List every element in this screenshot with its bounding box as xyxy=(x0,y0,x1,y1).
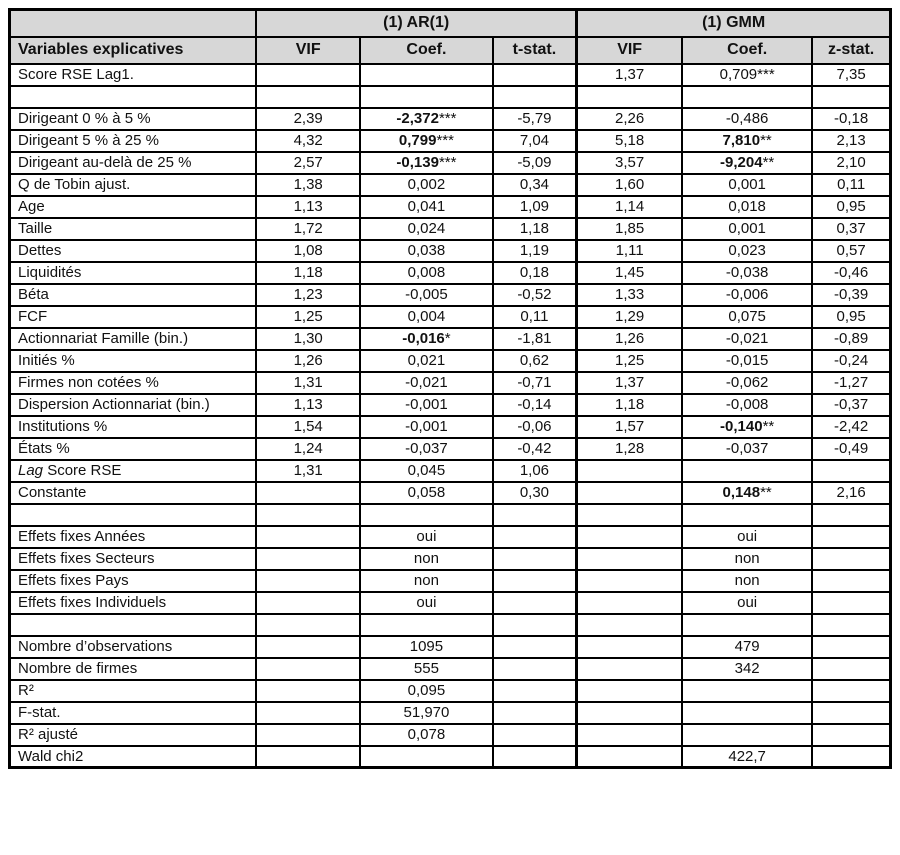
value-cell: -0,14 xyxy=(493,394,577,416)
group-header-gmm: (1) GMM xyxy=(577,10,891,37)
value-cell: -0,062 xyxy=(682,372,812,394)
row-label: Liquidités xyxy=(10,262,257,284)
value-cell: 1,57 xyxy=(577,416,682,438)
value-cell: 2,39 xyxy=(256,108,360,130)
column-header-variables: Variables explicatives xyxy=(10,37,257,64)
row-label: Béta xyxy=(10,284,257,306)
value-cell: 0,058 xyxy=(360,482,492,504)
value-cell xyxy=(812,86,890,108)
value-cell: 2,10 xyxy=(812,152,890,174)
value-cell: -0,001 xyxy=(360,416,492,438)
table-row xyxy=(10,372,891,394)
row-label: F-stat. xyxy=(10,702,257,724)
value-cell: 1,45 xyxy=(577,262,682,284)
value-cell: oui xyxy=(360,592,492,614)
value-cell: -0,71 xyxy=(493,372,577,394)
value-cell: -0,140** xyxy=(682,416,812,438)
value-cell: 1,18 xyxy=(256,262,360,284)
value-cell: 1,13 xyxy=(256,196,360,218)
row-label: Effets fixes Individuels xyxy=(10,592,257,614)
value-cell: 0,023 xyxy=(682,240,812,262)
value-cell: 1,30 xyxy=(256,328,360,350)
row-label: Dirigeant au-delà de 25 % xyxy=(10,152,257,174)
row-label: Lag Score RSE xyxy=(10,460,257,482)
value-cell: -1,81 xyxy=(493,328,577,350)
value-cell xyxy=(812,614,890,636)
value-cell: -2,372*** xyxy=(360,108,492,130)
table-row xyxy=(10,262,891,284)
row-label: Wald chi2 xyxy=(10,746,257,768)
value-cell: 1,25 xyxy=(256,306,360,328)
table-row xyxy=(10,702,891,724)
value-cell xyxy=(812,460,890,482)
value-cell: -0,37 xyxy=(812,394,890,416)
value-cell xyxy=(682,614,812,636)
value-cell: 0,37 xyxy=(812,218,890,240)
value-cell xyxy=(682,86,812,108)
value-cell: 0,799*** xyxy=(360,130,492,152)
value-cell xyxy=(493,86,577,108)
value-cell: 1,13 xyxy=(256,394,360,416)
value-cell: 555 xyxy=(360,658,492,680)
value-cell: 0,008 xyxy=(360,262,492,284)
value-cell xyxy=(812,724,890,746)
table-row xyxy=(10,350,891,372)
value-cell xyxy=(360,504,492,526)
value-cell xyxy=(256,614,360,636)
value-cell: 51,970 xyxy=(360,702,492,724)
value-cell: -0,021 xyxy=(360,372,492,394)
significant-coefficient: -0,016 xyxy=(402,330,445,347)
value-cell xyxy=(360,614,492,636)
value-cell xyxy=(682,460,812,482)
value-cell xyxy=(812,658,890,680)
value-cell: 1095 xyxy=(360,636,492,658)
value-cell xyxy=(812,636,890,658)
value-cell: -0,001 xyxy=(360,394,492,416)
value-cell xyxy=(577,460,682,482)
value-cell: 0,001 xyxy=(682,174,812,196)
value-cell xyxy=(577,482,682,504)
table-row xyxy=(10,658,891,680)
table-row xyxy=(10,174,891,196)
value-cell: 0,11 xyxy=(812,174,890,196)
table-row xyxy=(10,284,891,306)
value-cell: 0,041 xyxy=(360,196,492,218)
value-cell: 0,018 xyxy=(682,196,812,218)
value-cell: -5,79 xyxy=(493,108,577,130)
value-cell: 0,078 xyxy=(360,724,492,746)
value-cell xyxy=(493,64,577,86)
table-row xyxy=(10,570,891,592)
value-cell xyxy=(577,592,682,614)
value-cell xyxy=(256,658,360,680)
table-row xyxy=(10,218,891,240)
table-row xyxy=(10,482,891,504)
table-row xyxy=(10,548,891,570)
row-label: Dirigeant 5 % à 25 % xyxy=(10,130,257,152)
value-cell xyxy=(493,680,577,702)
value-cell: 0,148** xyxy=(682,482,812,504)
value-cell xyxy=(493,658,577,680)
row-label xyxy=(10,86,257,108)
value-cell: -0,89 xyxy=(812,328,890,350)
value-cell: 1,26 xyxy=(256,350,360,372)
value-cell xyxy=(256,680,360,702)
table-row xyxy=(10,152,891,174)
value-cell xyxy=(577,614,682,636)
table-body xyxy=(10,64,891,768)
row-label: Actionnariat Famille (bin.) xyxy=(10,328,257,350)
value-cell xyxy=(256,504,360,526)
value-cell: 1,25 xyxy=(577,350,682,372)
value-cell: -0,46 xyxy=(812,262,890,284)
row-label: Effets fixes Années xyxy=(10,526,257,548)
column-header-tstat: t-stat. xyxy=(493,37,577,64)
value-cell: 1,23 xyxy=(256,284,360,306)
table-row xyxy=(10,460,891,482)
value-cell: oui xyxy=(682,592,812,614)
column-header-zstat: z-stat. xyxy=(812,37,890,64)
value-cell: oui xyxy=(360,526,492,548)
value-cell: 0,30 xyxy=(493,482,577,504)
value-cell xyxy=(682,702,812,724)
row-label: Age xyxy=(10,196,257,218)
value-cell: 1,72 xyxy=(256,218,360,240)
value-cell xyxy=(812,526,890,548)
row-label: Initiés % xyxy=(10,350,257,372)
value-cell xyxy=(577,680,682,702)
row-label: États % xyxy=(10,438,257,460)
value-cell: 1,37 xyxy=(577,64,682,86)
value-cell: -0,021 xyxy=(682,328,812,350)
value-cell xyxy=(682,680,812,702)
value-cell: 0,038 xyxy=(360,240,492,262)
row-label: Dirigeant 0 % à 5 % xyxy=(10,108,257,130)
value-cell xyxy=(812,592,890,614)
row-label: Constante xyxy=(10,482,257,504)
value-cell xyxy=(493,548,577,570)
row-label: Nombre de firmes xyxy=(10,658,257,680)
row-label: Nombre d’observations xyxy=(10,636,257,658)
table-row xyxy=(10,240,891,262)
value-cell: 2,13 xyxy=(812,130,890,152)
value-cell xyxy=(493,592,577,614)
value-cell xyxy=(577,658,682,680)
value-cell xyxy=(360,746,492,768)
table-row xyxy=(10,108,891,130)
value-cell: -0,39 xyxy=(812,284,890,306)
value-cell xyxy=(256,724,360,746)
value-cell: 1,24 xyxy=(256,438,360,460)
table-row xyxy=(10,328,891,350)
value-cell: 7,810** xyxy=(682,130,812,152)
value-cell: 422,7 xyxy=(682,746,812,768)
significant-coefficient: -9,204 xyxy=(720,154,763,171)
value-cell: 0,004 xyxy=(360,306,492,328)
value-cell: 0,021 xyxy=(360,350,492,372)
value-cell: 0,002 xyxy=(360,174,492,196)
value-cell xyxy=(256,592,360,614)
value-cell xyxy=(256,482,360,504)
value-cell: 2,26 xyxy=(577,108,682,130)
value-cell: 7,35 xyxy=(812,64,890,86)
value-cell: -0,24 xyxy=(812,350,890,372)
value-cell xyxy=(493,702,577,724)
value-cell: 0,045 xyxy=(360,460,492,482)
value-cell: 0,95 xyxy=(812,306,890,328)
regression-table xyxy=(8,8,892,769)
value-cell xyxy=(493,724,577,746)
value-cell: 479 xyxy=(682,636,812,658)
value-cell: -0,139*** xyxy=(360,152,492,174)
table-row xyxy=(10,196,891,218)
row-label xyxy=(10,504,257,526)
value-cell: 1,18 xyxy=(577,394,682,416)
value-cell xyxy=(577,86,682,108)
value-cell xyxy=(256,702,360,724)
row-label: Dispersion Actionnariat (bin.) xyxy=(10,394,257,416)
value-cell xyxy=(493,526,577,548)
significant-coefficient: -0,139 xyxy=(396,154,439,171)
significant-coefficient: 7,810 xyxy=(722,132,761,149)
significant-coefficient: 0,799 xyxy=(398,132,437,149)
row-label: Q de Tobin ajust. xyxy=(10,174,257,196)
value-cell: -0,008 xyxy=(682,394,812,416)
value-cell: 2,16 xyxy=(812,482,890,504)
value-cell: -0,49 xyxy=(812,438,890,460)
value-cell xyxy=(577,548,682,570)
value-cell: 1,11 xyxy=(577,240,682,262)
column-header-coef-ar1: Coef. xyxy=(360,37,492,64)
value-cell xyxy=(493,504,577,526)
value-cell: 0,34 xyxy=(493,174,577,196)
value-cell: 1,54 xyxy=(256,416,360,438)
value-cell: 1,28 xyxy=(577,438,682,460)
value-cell: 1,14 xyxy=(577,196,682,218)
row-label: Effets fixes Pays xyxy=(10,570,257,592)
value-cell xyxy=(360,86,492,108)
value-cell: -0,006 xyxy=(682,284,812,306)
value-cell: 1,37 xyxy=(577,372,682,394)
table-row xyxy=(10,86,891,108)
table-row xyxy=(10,64,891,86)
value-cell xyxy=(256,64,360,86)
value-cell: 1,18 xyxy=(493,218,577,240)
row-label: Institutions % xyxy=(10,416,257,438)
value-cell: -9,204** xyxy=(682,152,812,174)
table-row xyxy=(10,416,891,438)
value-cell xyxy=(256,86,360,108)
value-cell xyxy=(812,504,890,526)
value-cell xyxy=(577,526,682,548)
value-cell: 1,08 xyxy=(256,240,360,262)
value-cell xyxy=(577,702,682,724)
value-cell: non xyxy=(682,570,812,592)
table-header xyxy=(10,10,891,64)
column-header-vif-ar1: VIF xyxy=(256,37,360,64)
value-cell: -0,52 xyxy=(493,284,577,306)
column-header-coef-gmm: Coef. xyxy=(682,37,812,64)
value-cell: -0,015 xyxy=(682,350,812,372)
value-cell xyxy=(812,570,890,592)
value-cell xyxy=(493,746,577,768)
value-cell: 1,60 xyxy=(577,174,682,196)
value-cell xyxy=(256,636,360,658)
value-cell xyxy=(577,504,682,526)
value-cell xyxy=(577,570,682,592)
column-header-vif-gmm: VIF xyxy=(577,37,682,64)
value-cell: -0,18 xyxy=(812,108,890,130)
significant-coefficient: -0,140 xyxy=(720,418,763,435)
value-cell: 0,001 xyxy=(682,218,812,240)
value-cell: 1,29 xyxy=(577,306,682,328)
value-cell: -0,005 xyxy=(360,284,492,306)
value-cell: 0,18 xyxy=(493,262,577,284)
value-cell: 1,38 xyxy=(256,174,360,196)
value-cell: -0,038 xyxy=(682,262,812,284)
significant-coefficient: 0,148 xyxy=(722,484,761,501)
group-header-ar1: (1) AR(1) xyxy=(256,10,577,37)
table-row xyxy=(10,746,891,768)
value-cell: 7,04 xyxy=(493,130,577,152)
table-row xyxy=(10,614,891,636)
value-cell: -0,486 xyxy=(682,108,812,130)
value-cell: non xyxy=(682,548,812,570)
value-cell: -1,27 xyxy=(812,372,890,394)
column-header-row xyxy=(10,37,891,64)
value-cell: 0,57 xyxy=(812,240,890,262)
value-cell: 1,09 xyxy=(493,196,577,218)
value-cell xyxy=(577,746,682,768)
value-cell: 1,31 xyxy=(256,372,360,394)
value-cell: 4,32 xyxy=(256,130,360,152)
table-row xyxy=(10,680,891,702)
value-cell: -0,016* xyxy=(360,328,492,350)
significant-coefficient: -2,372 xyxy=(396,110,439,127)
value-cell: non xyxy=(360,548,492,570)
value-cell xyxy=(812,746,890,768)
group-header-row xyxy=(10,10,891,37)
value-cell: 0,024 xyxy=(360,218,492,240)
value-cell: -2,42 xyxy=(812,416,890,438)
value-cell: 2,57 xyxy=(256,152,360,174)
value-cell xyxy=(812,680,890,702)
value-cell: 0,11 xyxy=(493,306,577,328)
row-label-italic-part: Lag xyxy=(18,462,44,479)
row-label: FCF xyxy=(10,306,257,328)
value-cell: 1,19 xyxy=(493,240,577,262)
value-cell: 0,095 xyxy=(360,680,492,702)
row-label xyxy=(10,614,257,636)
value-cell: 0,709*** xyxy=(682,64,812,86)
value-cell: -0,42 xyxy=(493,438,577,460)
table-row xyxy=(10,130,891,152)
corner-cell xyxy=(10,10,257,37)
value-cell: 1,06 xyxy=(493,460,577,482)
value-cell: 1,85 xyxy=(577,218,682,240)
table-row xyxy=(10,438,891,460)
value-cell xyxy=(256,746,360,768)
table-row xyxy=(10,504,891,526)
table-row xyxy=(10,394,891,416)
table-row xyxy=(10,636,891,658)
value-cell: 1,31 xyxy=(256,460,360,482)
value-cell: 3,57 xyxy=(577,152,682,174)
value-cell: 1,33 xyxy=(577,284,682,306)
value-cell xyxy=(493,614,577,636)
row-label: Taille xyxy=(10,218,257,240)
value-cell: 0,62 xyxy=(493,350,577,372)
value-cell xyxy=(682,724,812,746)
table-row xyxy=(10,306,891,328)
value-cell: oui xyxy=(682,526,812,548)
value-cell xyxy=(256,570,360,592)
value-cell: 1,26 xyxy=(577,328,682,350)
value-cell: 5,18 xyxy=(577,130,682,152)
row-label: R² xyxy=(10,680,257,702)
row-label: R² ajusté xyxy=(10,724,257,746)
value-cell xyxy=(812,702,890,724)
table-row xyxy=(10,724,891,746)
value-cell xyxy=(682,504,812,526)
value-cell xyxy=(577,724,682,746)
value-cell: 0,075 xyxy=(682,306,812,328)
value-cell xyxy=(493,636,577,658)
value-cell: 0,95 xyxy=(812,196,890,218)
value-cell xyxy=(360,64,492,86)
row-label: Dettes xyxy=(10,240,257,262)
value-cell: non xyxy=(360,570,492,592)
value-cell: 342 xyxy=(682,658,812,680)
row-label: Score RSE Lag1. xyxy=(10,64,257,86)
value-cell: -0,037 xyxy=(682,438,812,460)
value-cell: -0,06 xyxy=(493,416,577,438)
value-cell: -5,09 xyxy=(493,152,577,174)
table-row xyxy=(10,592,891,614)
value-cell xyxy=(256,526,360,548)
table-row xyxy=(10,526,891,548)
row-label: Firmes non cotées % xyxy=(10,372,257,394)
value-cell xyxy=(577,636,682,658)
value-cell xyxy=(812,548,890,570)
value-cell xyxy=(256,548,360,570)
value-cell xyxy=(493,570,577,592)
row-label: Effets fixes Secteurs xyxy=(10,548,257,570)
value-cell: -0,037 xyxy=(360,438,492,460)
